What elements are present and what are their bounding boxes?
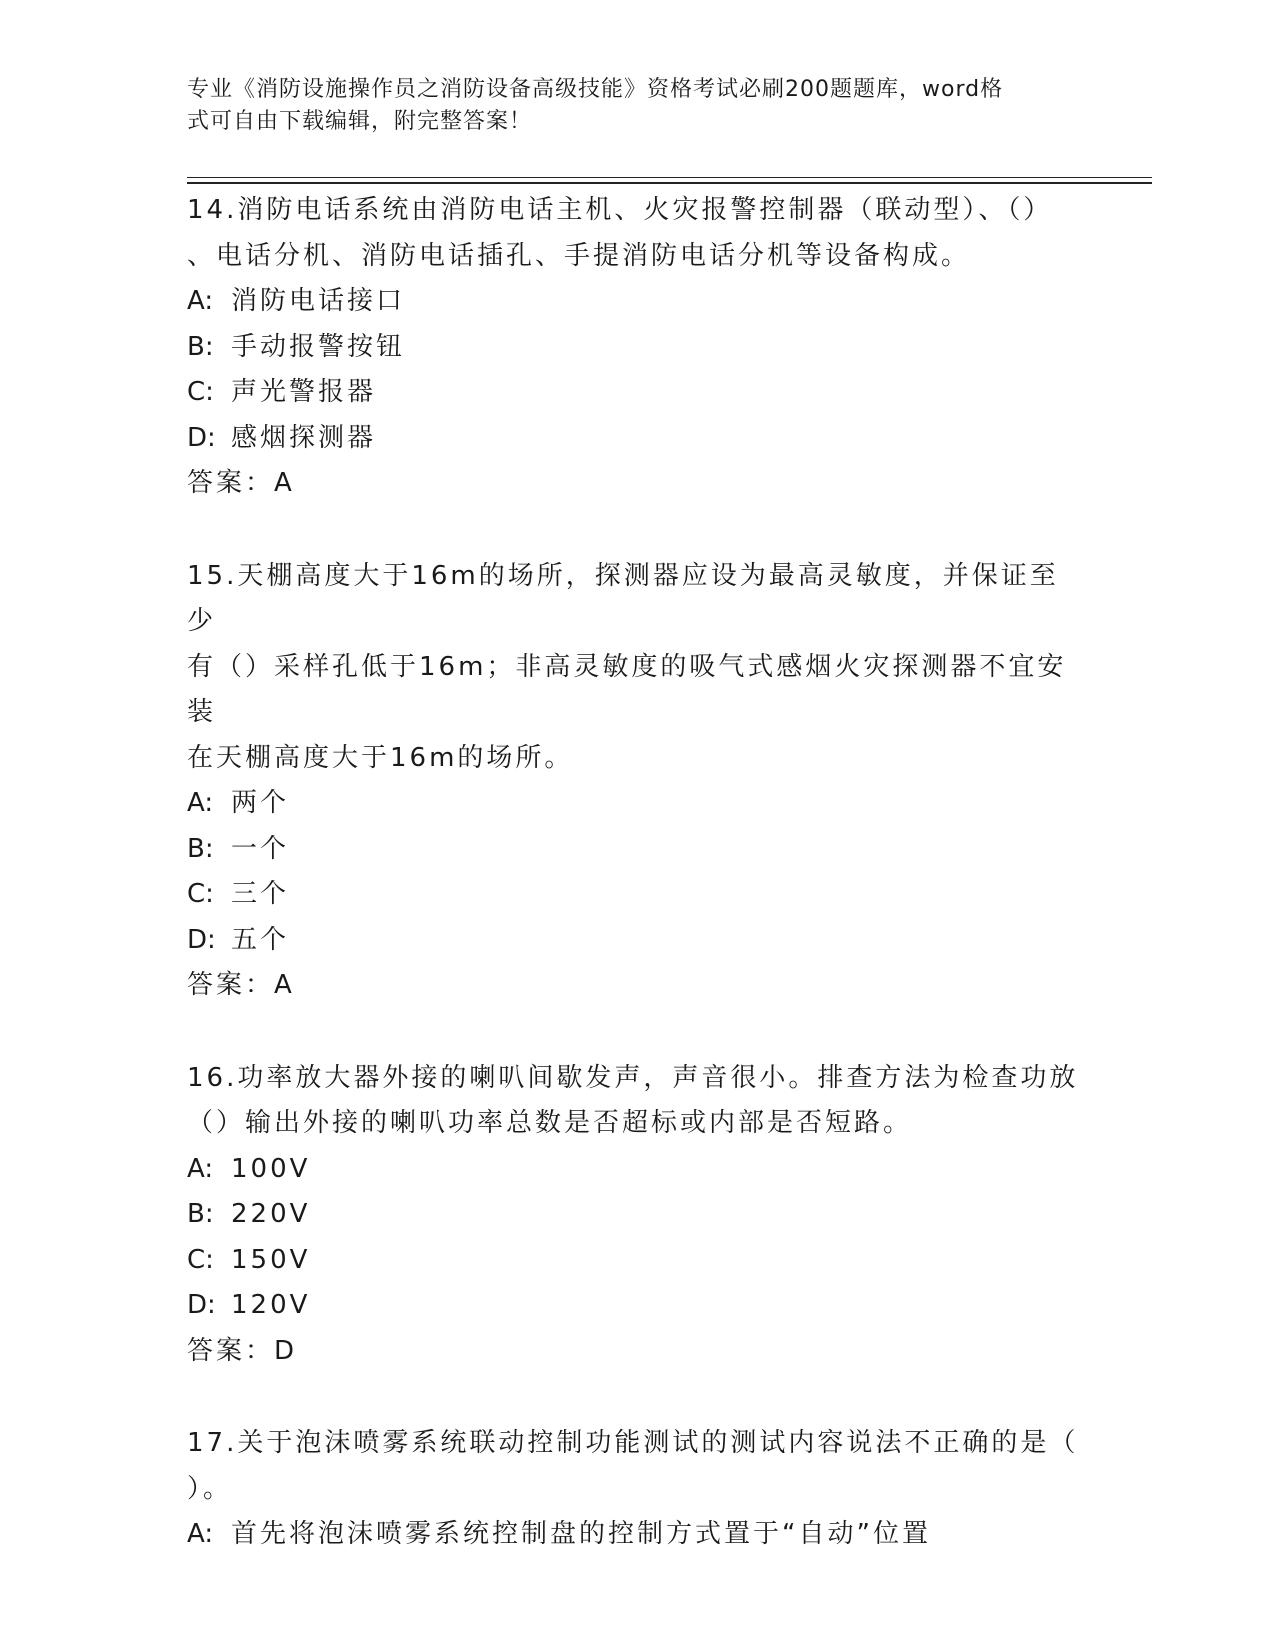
- option-letter: A:: [187, 286, 214, 316]
- option-letter: A:: [187, 1153, 214, 1184]
- document-header: [187, 74, 1067, 138]
- option-text: 感烟探测器: [231, 422, 377, 453]
- option-letter: C:: [187, 879, 214, 909]
- question-text-line: （）输出外接的喇叭功率总数是否超标或内部是否短路。: [187, 1108, 913, 1138]
- option-letter: D:: [187, 924, 216, 955]
- question-text-line: 有（）采样孔低于16m；非高灵敏度的吸气式感烟火灾探测器不宜安装: [187, 651, 1067, 727]
- answer-line: 答案：D: [187, 1335, 298, 1366]
- question-text-line: 17.关于泡沫喷雾系统联动控制功能测试的测试内容说法不正确的是（: [187, 1428, 1079, 1458]
- question-text: [187, 554, 1087, 782]
- option-c: [187, 370, 1087, 416]
- option-d: [187, 918, 1087, 964]
- header-divider-thick: [187, 182, 1152, 184]
- question-text: [187, 1056, 1087, 1147]
- question-text-line: 16.功率放大器外接的喇叭间歇发声，声音很小。排查方法为检查功放: [187, 1062, 1079, 1093]
- option-text: 120V: [231, 1290, 311, 1320]
- option-text: 消防电话接口: [231, 286, 406, 316]
- header-divider-thin: [187, 177, 1152, 178]
- option-a: [187, 1147, 1087, 1193]
- option-c: [187, 872, 1087, 918]
- question-text: [187, 1421, 1087, 1512]
- question-text-line: 、电话分机、消防电话插孔、手提消防电话分机等设备构成。: [187, 240, 971, 271]
- option-letter: D:: [187, 1290, 216, 1320]
- question-17: [187, 1421, 1087, 1558]
- option-text: 声光警报器: [231, 377, 377, 407]
- header-line-1: 专业《消防设施操作员之消防设备高级技能》资格考试必刷200题题库，word格: [187, 77, 1004, 102]
- option-c: [187, 1238, 1087, 1284]
- option-letter: B:: [187, 833, 214, 864]
- question-text-line: ）。: [187, 1473, 233, 1504]
- question-16: [187, 1056, 1087, 1375]
- answer-line: 答案：A: [187, 970, 295, 1000]
- question-text-line: 在天棚高度大于16m的场所。: [187, 742, 574, 773]
- option-text: 220V: [231, 1199, 311, 1229]
- option-a: [187, 1512, 1087, 1558]
- question-14: [187, 188, 1087, 507]
- option-letter: A:: [187, 1519, 214, 1549]
- option-text: 首先将泡沫喷雾系统控制盘的控制方式置于“自动”位置: [231, 1519, 931, 1549]
- option-text: 三个: [231, 879, 290, 909]
- question-list: [187, 188, 1087, 1605]
- question-text-line: 14.消防电话系统由消防电话主机、火灾报警控制器（联动型）、（）: [187, 195, 1053, 225]
- option-text: 一个: [231, 833, 290, 864]
- option-b: [187, 1192, 1087, 1238]
- option-letter: B:: [187, 1199, 214, 1229]
- option-text: 两个: [231, 788, 290, 818]
- question-text-line: 15.天棚高度大于16m的场所，探测器应设为最高灵敏度，并保证至少: [187, 560, 1059, 636]
- option-text: 五个: [231, 924, 290, 955]
- option-letter: C:: [187, 377, 214, 407]
- option-d: [187, 416, 1087, 462]
- option-b: [187, 827, 1087, 873]
- option-letter: D:: [187, 422, 216, 453]
- option-letter: B:: [187, 331, 214, 362]
- header-line-2: 式可自由下载编辑，附完整答案！: [187, 109, 533, 134]
- option-text: 100V: [231, 1153, 311, 1184]
- option-letter: A:: [187, 788, 214, 818]
- question-text: [187, 188, 1087, 279]
- option-a: [187, 279, 1087, 325]
- option-text: 150V: [231, 1244, 311, 1275]
- option-b: [187, 325, 1087, 371]
- option-text: 手动报警按钮: [231, 331, 406, 362]
- answer-line: 答案：A: [187, 468, 295, 498]
- option-a: [187, 781, 1087, 827]
- option-letter: C:: [187, 1244, 214, 1275]
- question-15: [187, 554, 1087, 1009]
- option-d: [187, 1283, 1087, 1329]
